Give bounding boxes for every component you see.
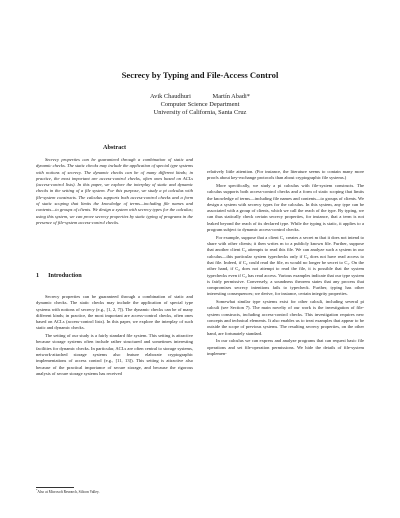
author-block [0,93,400,117]
author-name: Avik Chaudhuri [150,93,191,100]
affiliation-line: University of California, Santa Cruz [153,109,247,117]
body-paragraph: Secrecy properties can be guaranteed through a combination of static and dynamic checks. The static checks may include the application of special type systems with notions of secrecy (e.g., [1, 2, 7]). The dynamic checks can be of many different kinds; in practice, the most important are access-control checks, often ones based on ACLs (access-control lists). In this paper, we explore the interplay of such static and dynamic checks. [36,294,193,331]
section-heading [36,272,82,279]
footnote-text: Also at Microsoft Research, Silicon Valley. [37,490,100,495]
footnote [36,489,193,495]
affiliation-line: Computer Science Department [160,101,240,109]
footnote-rule [36,487,74,488]
abstract-heading: Abstract [102,144,127,151]
body-paragraph: Somewhat similar type systems exist for other calculi, including several pi calculi (see Section 7). The main novelty of our work is the investigation of file-system constructs, including access-control checks. This investigation requires new concepts and technical elements. It also enables us to treat examples that appear to be outside the scope of previous systems. The resulting secrecy properties, on the other hand, are fortunately standard. [207,299,364,336]
body-paragraph: The setting of our study is a fairly standard file system. This setting is attractive because storage systems often include rather structured and sometimes interesting facilities for dynamic checks. In particular, ACLs are often central to storage systems, network-attached storage systems also feature elaborate cryptographic implementations of access control (e.g., [11, 13]). This setting is attractive also because of the practical importance of secure storage, and because the rigorous analysis of secure storage systems has received [36,333,193,376]
footnote-mark: * [36,489,38,492]
body-paragraph: For example, suppose that a client C₁ creates a secret m that it does not intend to share with other clients; it then writes m to a publicly known file. Further, suppose that another client C₂ attempts to read this file. We can analyze such a system in our calculus—this particular system typechecks only if C₂ does not have read access to that file. Indeed, if C₂ could read the file, m would no longer be secret to C₁. On the other hand, if C₂ does not attempt to read the file, it is possible that the system typechecks even if C₂ has read access. Various examples indicate that our type system is fairly permissive. Conversely, a soundness theorem states that any process that compromises secrecy intentions fails to typecheck. Further, typing has other interesting consequences; we derive, for instance, certain integrity properties. [207,234,364,297]
right-column [207,169,364,357]
abstract-body [36,157,193,226]
body-paragraph: In our calculus we can express and analyze programs that can request basic file operations and set file-operation permissions. We hide the details of file-system implemen- [207,338,364,356]
abstract-paragraph: Secrecy properties can be guaranteed through a combination of static and dynamic checks. The static checks may include the application of special type systems with notions of secrecy. The dynamic checks can be of many different kinds; in practice, the most important are access-control checks, often ones based on ACLs (access-control lists). In this paper, we explore the interplay of static and dynamic checks in the setting of a file system. For this purpose, we study a pi calculus with file-system constructs. The calculus supports both access-control checks and a form of static scoping that limits the knowledge of terms—including file names and contents—to groups of clients. We design a system with secrecy types for the calculus; using this system, we can prove secrecy properties by static typing of programs in the presence of file-system access-control checks. [36,157,193,225]
introduction-body [36,294,193,377]
body-paragraph: More specifically, we study a pi calculus with file-system constructs. The calculus supports both access-control checks and a form of static scoping that limits the knowledge of terms—including file names and contents—to groups of clients. We design a system with secrecy types for the calculus. In this system, any type can be associated with a group of clients, which we call the reach of the type. By typing, we can thus statically check certain secrecy properties, for instance, that a term is not leaked beyond the reach of its declared type. While the typing is static, it applies to a program subject to dynamic access-control checks. [207,182,364,233]
section-number: 1 [36,272,40,279]
section-title: Introduction [48,272,82,279]
paper-title: Secrecy by Typing and File-Access Control [121,70,279,80]
body-paragraph: relatively little attention. (For instance, the literature seems to contain many more proofs about key-exchange protocols than about cryptographic file systems.) [207,169,364,181]
author-names [0,93,400,101]
author-name: Martín Abadi* [212,93,250,100]
